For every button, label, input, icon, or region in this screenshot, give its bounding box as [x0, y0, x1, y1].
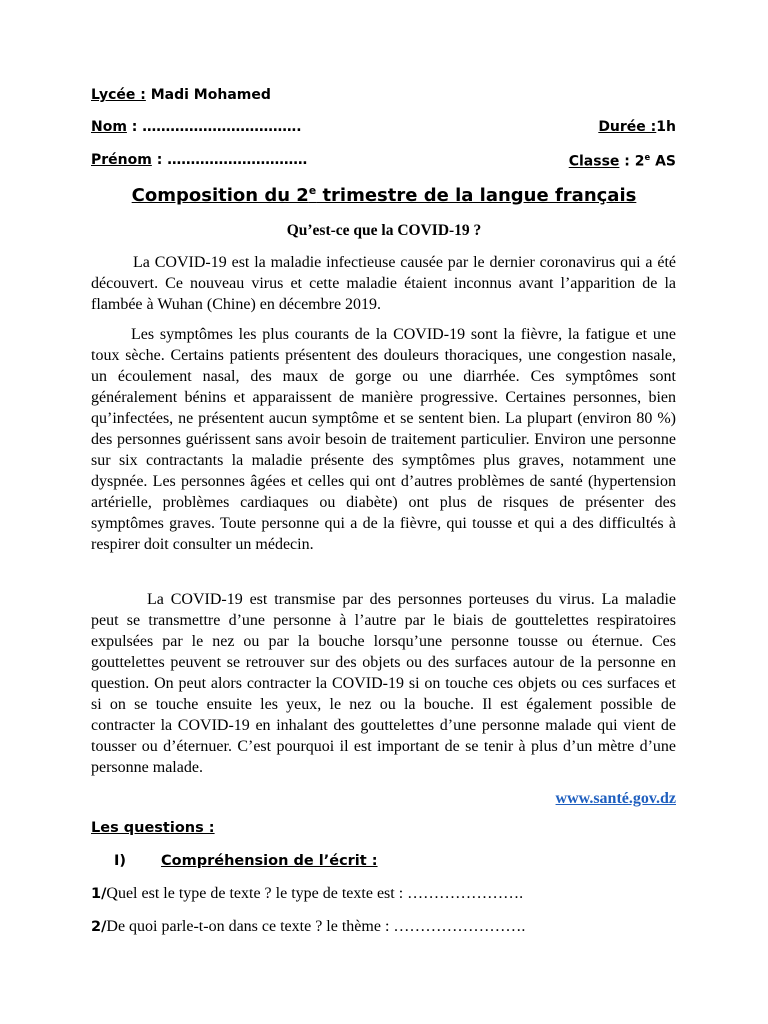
section-title: Compréhension de l’écrit :: [161, 853, 378, 869]
title-part1: Composition du 2: [131, 185, 309, 206]
school-name: Madi Mohamed: [150, 87, 271, 103]
school-label: Lycée :: [91, 87, 146, 103]
class-value-rest: AS: [650, 153, 676, 170]
firstname-field: [91, 152, 307, 170]
name-duration-row: [91, 119, 676, 135]
duration-label: Durée :: [598, 119, 657, 135]
title-part2: trimestre de la langue français: [316, 185, 637, 206]
paragraph-2: [91, 324, 676, 555]
name-label: Nom: [91, 119, 127, 135]
questions-heading: Les questions :: [91, 820, 215, 836]
class-label: Classe: [568, 153, 620, 170]
class-value-num: : 2: [619, 153, 645, 170]
question-1: [91, 885, 523, 903]
question-text: De quoi parle-t-on dans ce texte ? le thème : …………………….: [106, 918, 526, 935]
class-value-sup: e: [644, 152, 651, 162]
firstname-label: Prénom: [91, 152, 152, 168]
class-field: [569, 152, 676, 170]
question-number: 1/: [91, 886, 107, 902]
school-row: [91, 87, 676, 103]
question-2: [91, 918, 525, 936]
firstname-class-row: [91, 152, 676, 170]
source-link[interactable]: www.santé.gov.dz: [555, 790, 676, 807]
text-subtitle: Qu’est-ce que la COVID-19 ?: [286, 222, 482, 239]
firstname-blank: : …………………………: [151, 152, 308, 168]
paragraph-1: [91, 252, 676, 315]
paragraph-text: La COVID-19 est la maladie infectieuse causée par le dernier coronavirus qui a été découvert. Ce nouveau virus et cette maladie étaient inconnus avant l’apparition de la flambée à Wuhan (Chine) en décembre 2019.: [91, 254, 676, 313]
name-field: [91, 119, 302, 135]
question-text: Quel est le type de texte ? le type de texte est : ………………….: [106, 885, 524, 902]
paragraph-text: La COVID-19 est transmise par des personnes porteuses du virus. La maladie peut se transmettre d’une personne à l’autre par le biais de gouttelettes respiratoires expulsées par le nez ou par la bouche lorsqu’une personne tousse ou éternue. Ces gouttelettes peuvent se retrouver sur des objets ou des surfaces autour de la personne en question. On peut alors contracter la COVID-19 si on touche ces objets ou ces surfaces et si on se touche ensuite les yeux, le nez ou la bouche. Il est également possible de contracter la COVID-19 en inhalant des gouttelettes d’une personne malade qui vient de tousser ou d’éternuer. C’est pourquoi il est important de se tenir à plus d’un mètre d’une personne malade.: [91, 591, 676, 776]
name-blank: : …………………………….: [126, 119, 302, 135]
title-sup: e: [308, 184, 317, 197]
school-field: [91, 87, 271, 103]
duration-value: 1h: [656, 119, 676, 135]
section-heading: [114, 853, 378, 869]
paragraph-3: [91, 589, 676, 778]
page-title: [0, 184, 768, 206]
duration-field: [598, 119, 676, 135]
section-number: I): [114, 853, 127, 869]
question-number: 2/: [91, 919, 107, 935]
paragraph-text: Les symptômes les plus courants de la COVID-19 sont la fièvre, la fatigue et une toux sèche. Certains patients présentent des douleurs thoraciques, une congestion nasale, un écoulement nasal, des maux de gorge ou une diarrhée. Ces symptômes sont généralement bénins et apparaissent de manière progressive. Certaines personnes, bien qu’infectées, ne présentent aucun symptôme et se sentent bien. La plupart (environ 80 %) des personnes guérissent sans avoir besoin de traitement particulier. Environ une personne sur six contractants la maladie présente des symptômes plus graves, notamment une dyspnée. Les personnes âgées et celles qui ont d’autres problèmes de santé (hypertension artérielle, problèmes cardiaques ou diabète) ont plus de risques de présenter des symptômes graves. Toute personne qui a de la fièvre, qui tousse et qui a des difficultés à respirer doit consulter un médecin.: [91, 326, 676, 553]
